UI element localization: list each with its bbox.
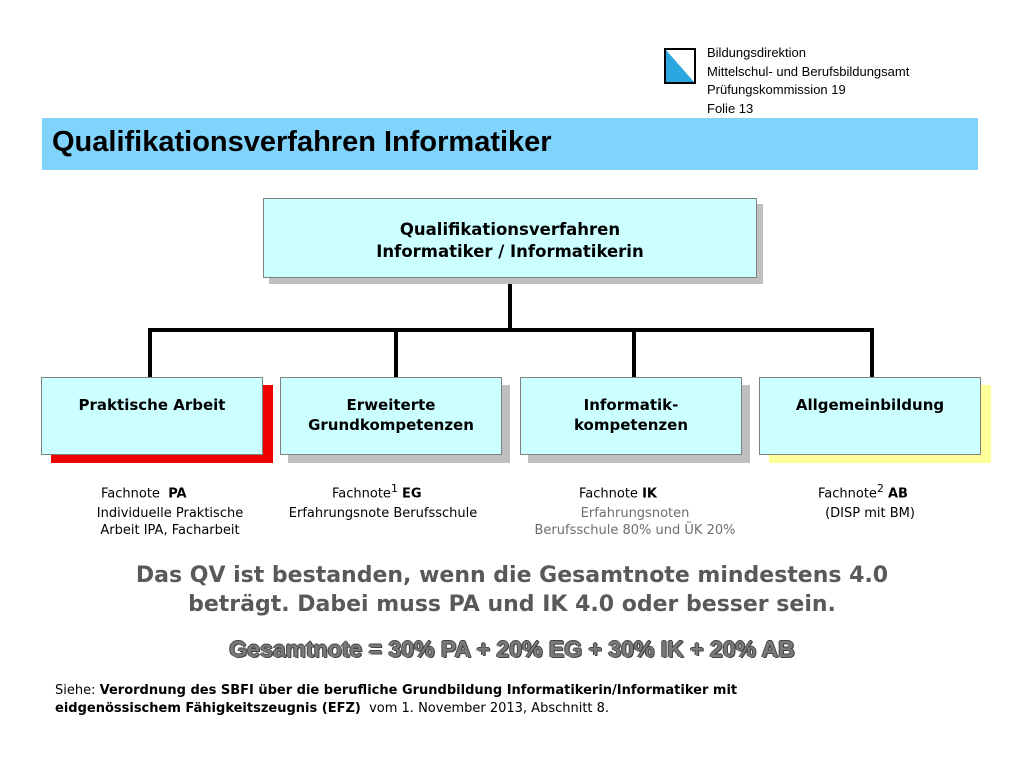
grade-code: PA (168, 486, 187, 502)
grade-footnote: 1 (390, 482, 398, 495)
description-line-1: Erfahrungsnote Berufsschule (288, 506, 478, 521)
child-3-line-2: kompetenzen (573, 416, 689, 434)
grade-caption-pa (101, 482, 187, 501)
root-line-1: Qualifikationsverfahren (399, 220, 621, 239)
slide-number: Folie 13 (707, 100, 754, 116)
grade-code: EG (401, 486, 422, 502)
total-grade-formula: Gesamtnote = 30% PA + 20% EG + 30% IK + 20% AB (229, 636, 795, 662)
description-line-2: Berufsschule 80% und ÜK 20% (534, 523, 736, 538)
child-box-allgemeinbildung (759, 377, 981, 455)
org-line-3: Prüfungskommission 19 (707, 82, 846, 97)
description-line-2: Arbeit IPA, Facharbeit (100, 523, 240, 538)
root-line-2: Informatiker / Informatikerin (376, 242, 644, 261)
root-box (263, 198, 757, 278)
pass-condition-statement (40, 561, 984, 619)
org-line-1: Bildungsdirektion (707, 45, 807, 60)
child-box-praktische-arbeit (41, 377, 263, 455)
description-pa (70, 505, 270, 539)
grade-code: AB (887, 486, 908, 502)
child-3-line-1: Informatik- (583, 396, 679, 414)
child-4-line-1: Allgemeinbildung (795, 396, 945, 414)
child-2-line-2: Grundkompetenzen (308, 416, 474, 434)
description-ab (770, 505, 970, 522)
statement-line-2: beträgt. Dabei muss PA und IK 4.0 oder besser sein. (188, 592, 836, 617)
description-ik (510, 505, 760, 539)
description-line-1: Erfahrungsnoten (580, 506, 690, 521)
grade-caption-eg (332, 482, 422, 501)
legal-reference (55, 682, 737, 718)
child-box-erweiterte-grundkompetenzen (280, 377, 502, 455)
reference-title-line-1: Verordnung des SBFI über die berufliche Grundbildung Informatikerin/Informatiker mit (99, 683, 738, 698)
org-line-2: Mittelschul- und Berufsbildungsamt (707, 63, 910, 79)
description-line-1: (DISP mit BM) (825, 506, 915, 521)
grade-prefix: Fachnote (579, 486, 638, 502)
grade-caption-ik (579, 482, 657, 501)
description-line-1: Individuelle Praktische (96, 506, 244, 521)
reference-date: vom 1. November 2013, Abschnitt 8. (360, 701, 610, 716)
grade-code: IK (642, 486, 657, 502)
description-eg (270, 505, 496, 522)
child-1-line-1: Praktische Arbeit (78, 396, 226, 414)
reference-title-line-2: eidgenössischem Fähigkeitszeugnis (EFZ) (55, 701, 361, 716)
grade-prefix: Fachnote (818, 486, 877, 502)
page-title: Qualifikationsverfahren Informatiker (52, 126, 552, 158)
child-box-informatikkompetenzen (520, 377, 742, 455)
child-2-line-1: Erweiterte (346, 396, 436, 414)
grade-caption-ab (818, 482, 908, 501)
statement-line-1: Das QV ist bestanden, wenn die Gesamtnote mindestens 4.0 (135, 563, 889, 588)
grade-footnote: 2 (876, 482, 884, 495)
grade-prefix: Fachnote (101, 486, 160, 502)
reference-prefix: Siehe: (55, 683, 100, 698)
grade-prefix: Fachnote (332, 486, 391, 502)
